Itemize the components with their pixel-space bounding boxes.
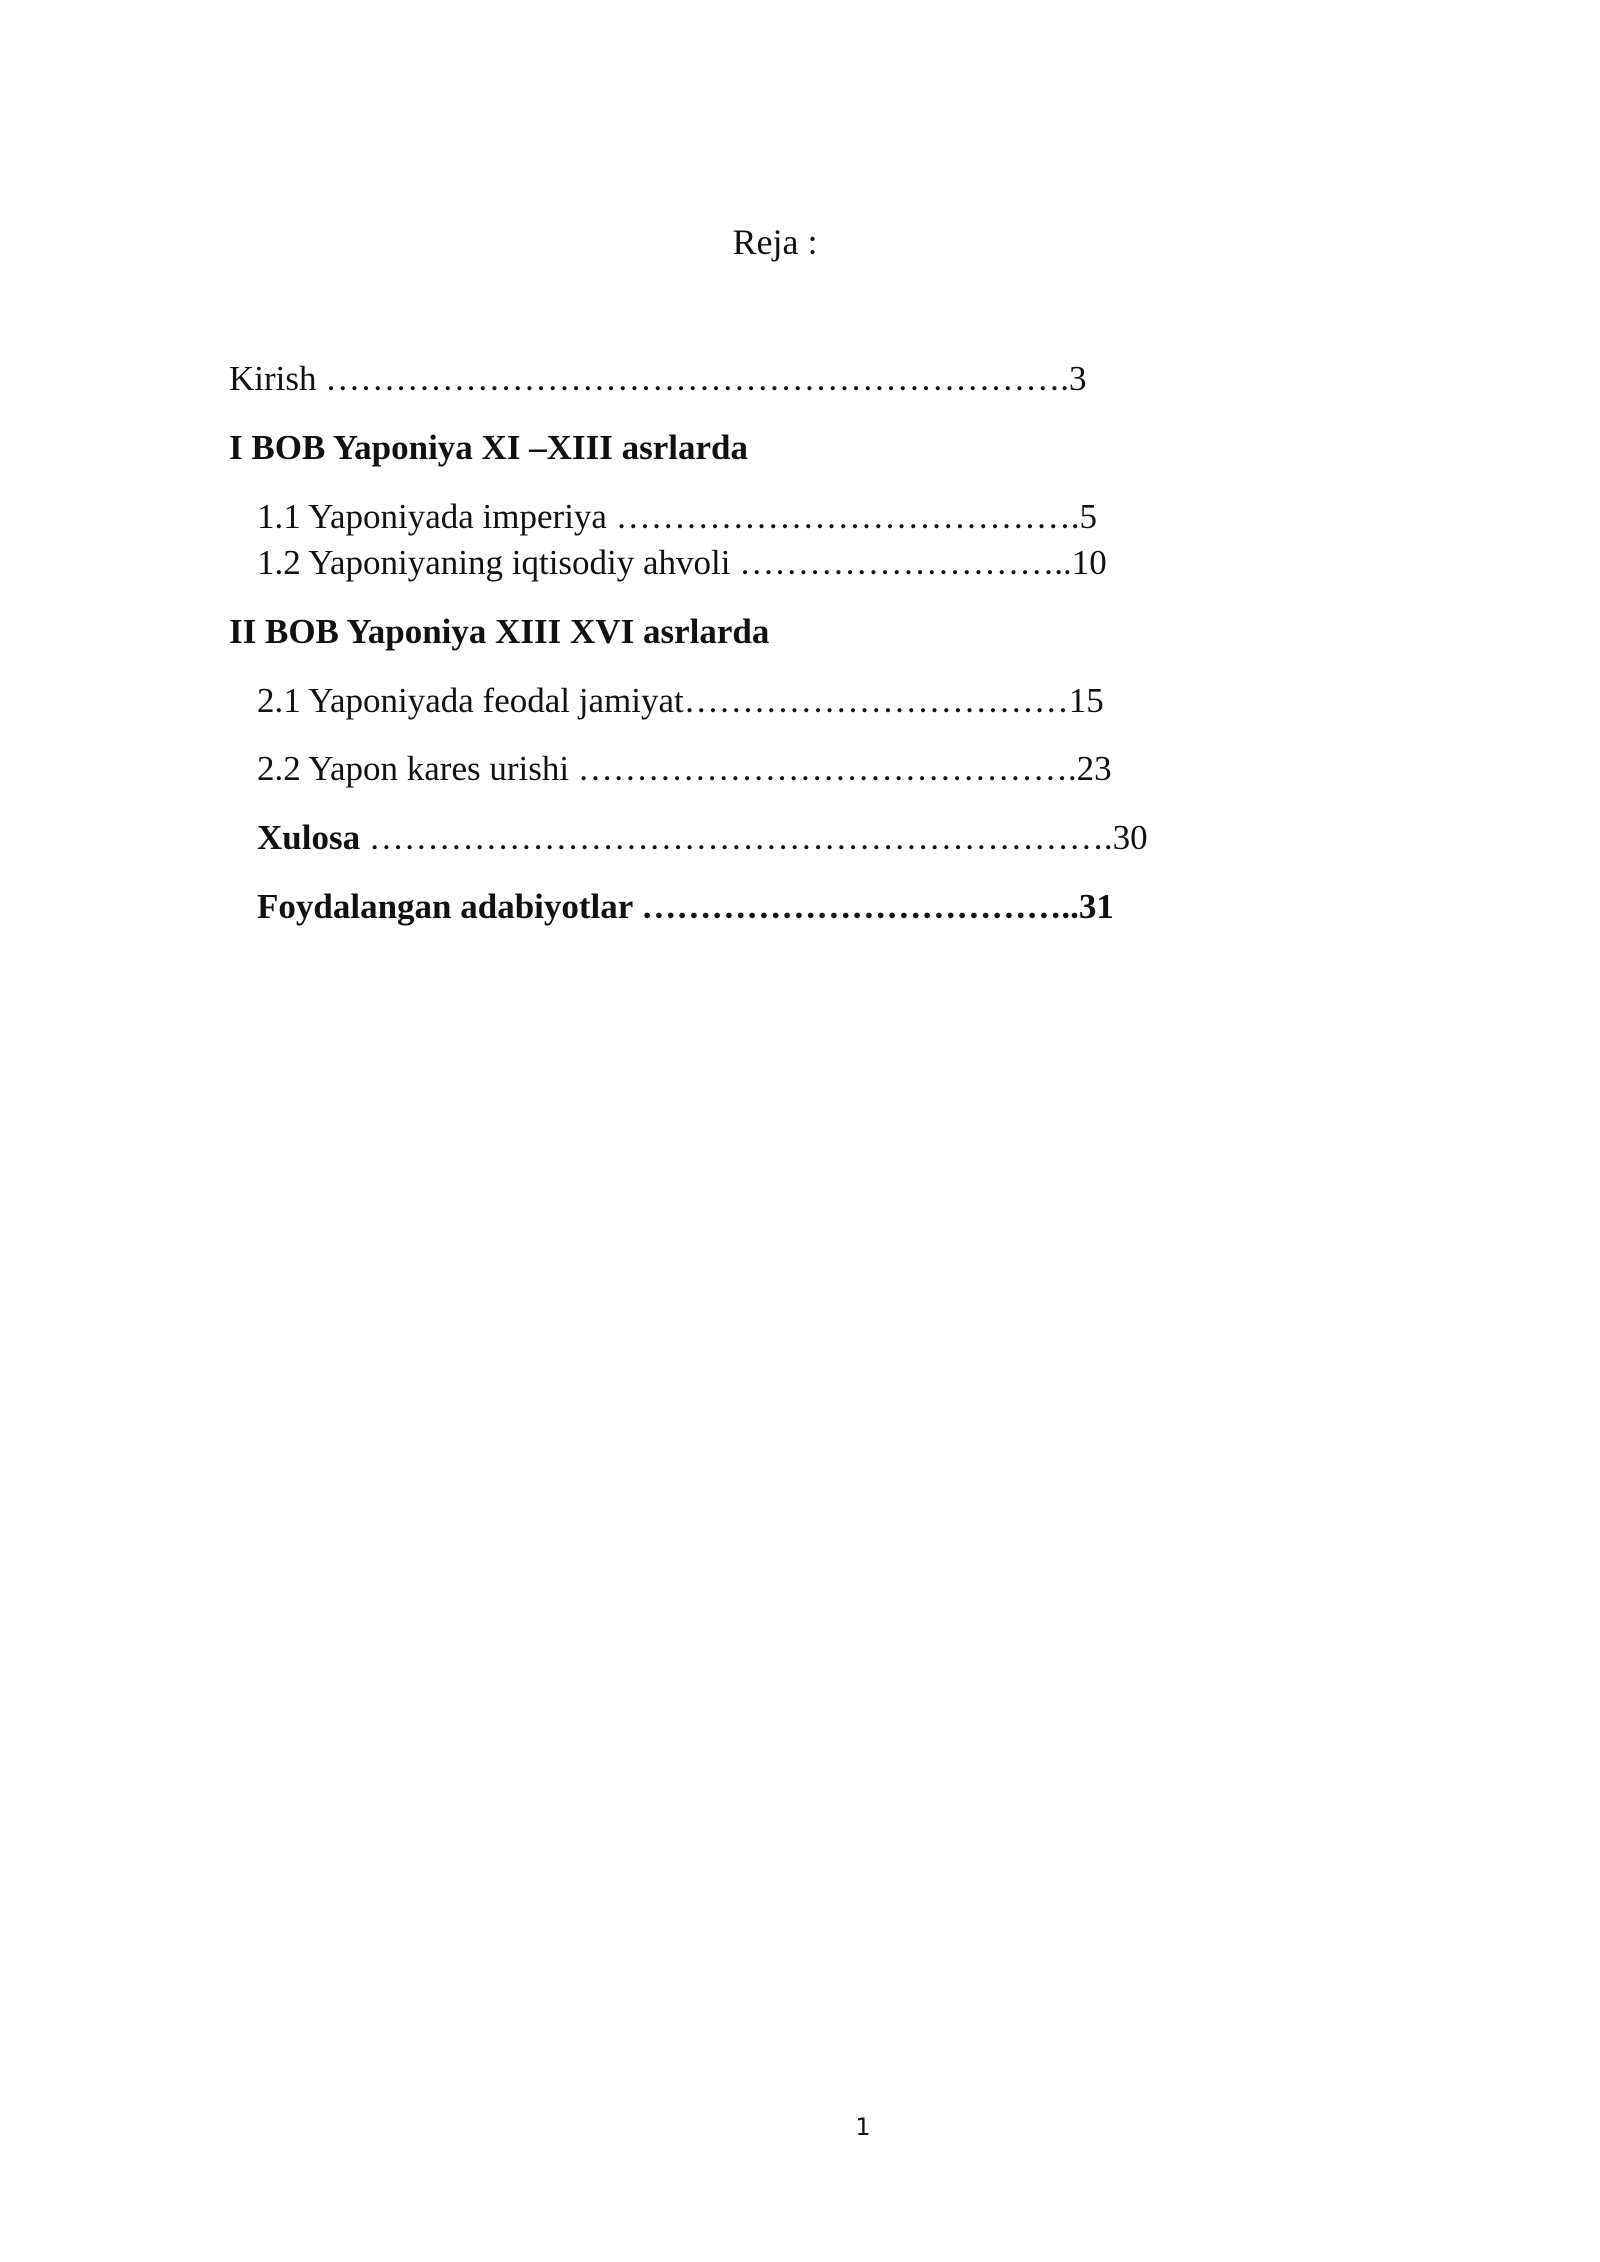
toc-chapter-2-heading: II BOB Yaponiya XIII XVI asrlarda bbox=[229, 612, 770, 651]
toc-chapter-1-heading: I BOB Yaponiya XI –XIII asrlarda bbox=[229, 428, 748, 467]
toc-entry-2-1: 2.1 Yaponiyada feodal jamiyat……………………………15 bbox=[257, 681, 1104, 720]
toc-entry-kirish: Kirish ……………………………………………………….3 bbox=[229, 359, 1087, 398]
toc-entry-xulosa-label: Xulosa bbox=[257, 818, 361, 857]
toc-entry-2-2: 2.2 Yapon kares urishi …………………………………….23 bbox=[257, 749, 1112, 788]
toc-entry-1-1: 1.1 Yaponiyada imperiya ………………………………….5 bbox=[257, 497, 1097, 536]
toc-entry-xulosa bbox=[257, 815, 1148, 861]
toc-entry-xulosa-leader: ……………………………………………………….30 bbox=[360, 818, 1148, 857]
page-number: 1 bbox=[855, 2113, 871, 2141]
page-title: Reja : bbox=[732, 222, 818, 262]
toc-entry-1-2: 1.2 Yaponiyaning iqtisodiy ahvoli ………………………..10 bbox=[257, 543, 1107, 582]
toc-entry-foydalangan-adabiyotlar: Foydalangan adabiyotlar ………………………………..31 bbox=[257, 887, 1114, 926]
